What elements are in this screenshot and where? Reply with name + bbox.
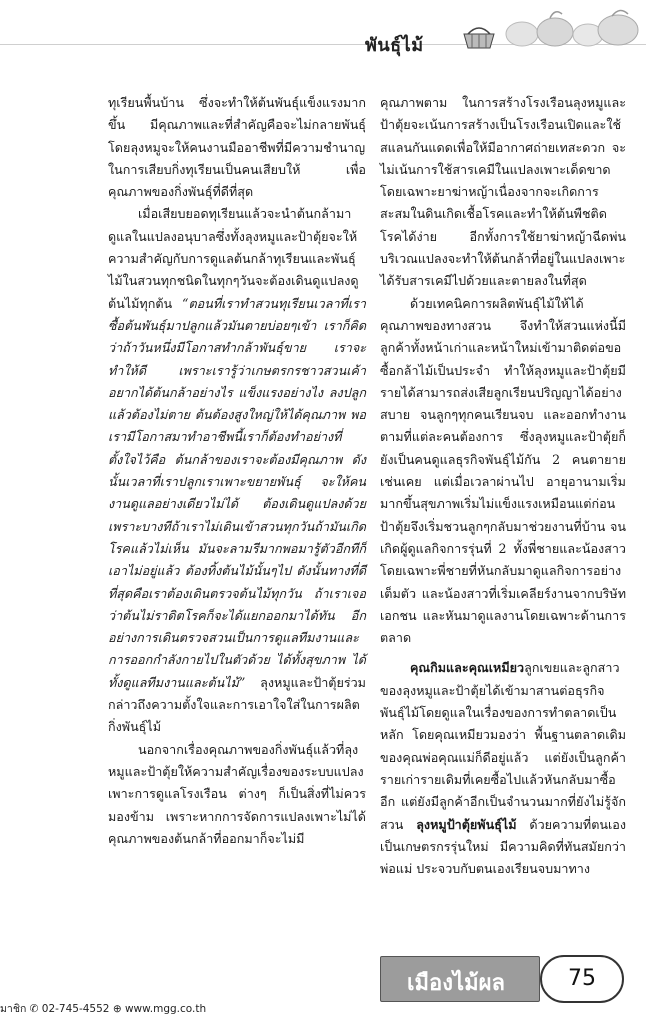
paragraph: ด้วยเทคนิคการผลิตพันธุ์ไม้ให้ได้คุณภาพของทางสวน จึงทำให้สวนแห่งนี้มีลูกค้าทั้งหน้าเก่าและหน้าใหม่เข้ามาติดต่อขอซื้อกล้าไม้เป็นประจำ ทำให้ลุงหมูและป้าตุ้ยมีรายได้สามารถส่งเสียลูกเรียนปริญญาได้อย่างสบาย จนลูกๆทุกคนเรียนจบ และออกทำงานตามที่แต่ละคนต้องการ ซึ่งลุงหมูและป้าตุ้ยก็ยังเป็นคนดูแลธุรกิจพันธุ์ไม้กัน 2 คนตายาย เช่นเคย แต่เมื่อเวลาผ่านไป อายุอานามเริ่มมากขึ้นสุขภาพเริ่มไม่แข็งแรงเหมือนแต่ก่อน ป้าตุ้ยจึงเริ่มชวนลูกๆกลับมาช่วยงานที่บ้าน จนเกิดผู้ดูแลกิจการรุ่นที่ 2 ทั้งพี่ชายและน้องสาวโดยเฉพาะพี่ชายที่หันกลับมาดูแลกิจการอย่างเต็มตัว และน้องสาวที่เริ่มเคลียร์งานจากบริษัทเอกชน และหันมาดูแลงานโดยเฉพาะด้านการตลาด [380,295,626,646]
basket-icon [462,26,496,50]
magazine-name: เมืองไม้ผล [407,971,505,996]
contact-line: มาชิก ✆ 02-745-4552 ⊕ www.mgg.co.th [0,1003,207,1015]
lead-text: คุณกิมและคุณเหมียว [410,660,525,676]
quote-text: “ตอนที่เราทำสวนทุเรียนเวลาที่เราซื้อต้นพันธุ์มาปลูกแล้วมันตายบ่อยๆเข้า เราก็คิดว่าถ้าวันหนึ่งมีโอกาสทำกล้าพันธุ์ขาย เราจะทำให้ดี เพราะเรารู้ว่าเกษตรกรชาวสวนเค้าอยากได้ต้นกล้าอย่างไร แข็งแรงอย่างไง ลงปลูกแล้วต้องไม่ตาย ต้นต้องสูงใหญ่ให้ได้คุณภาพ พอเรามีโอกาสมาทำอาชีพนี้เราก็ต้องทำอย่างที่ตั้งใจไว้คือ ต้นกล้าของเราจะต้องมีคุณภาพ ดังนั้นเวลาที่เราปลูกเราเพาะขยายพันธุ์ จะให้คนงานดูแลอย่างเดียวไม่ได้ ต้องเดินดูแปลงด้วยเพราะบางทีถ้าเราไม่เดินเข้าสวนทุกวันถ้ามันเกิดโรคแล้วไม่เห็น มันจะลามรีมากพอมารู้ตัวอีกทีก็เอาไม่อยู่แล้ว ต้องทิ้งต้นไม้นั้นๆไป ดังนั้นทางที่ดีที่สุดคือเราต้องเดินตรวจต้นไม้ทุกวัน ถ้าเราเจอว่าต้นไม่ราดิตโรคก็จะได้แยกออกมาได้ทัน อีกอย่างการเดินตรวจสวนเป็นการดูแลทีมงานและการออกกำลังกายไปในตัวด้วย ได้ทั้งสุขภาพ ได้ทั้งดูแลทีมงานและต้นไม้” [108,295,366,690]
right-column [380,92,626,880]
left-column [108,92,366,850]
paragraph: นอกจากเรื่องคุณภาพของกิ่งพันธุ์แล้วที่ลุงหมูและป้าตุ้ยให้ความสำคัญเรื่องของระบบแปลงเพาะการดูแลโรงเรือน ต่างๆ ก็เป็นสิ่งที่ไม่ควรมองข้าม เพราะหากการจัดการแปลงเพาะไม่ได้คุณภาพของต้นกล้าที่ออกมาก็จะไม่มี [108,741,366,846]
magazine-name-box [380,956,540,1002]
paragraph [108,203,366,738]
section-title: พันธุ์ไม้ [365,35,424,56]
paragraph: ทุเรียนพื้นบ้าน ซึ่งจะทำให้ต้นพันธุ์แข็งแรงมากขึ้น มีคุณภาพและที่สำคัญคือจะไม่กลายพันธุ์ โดยลุงหมูจะให้คนงานมืออาชีพที่มีความชำนาญในการเสียบกิ่งทุเรียนเป็นคนเสียบให้ เพื่อคุณภาพของกิ่งพันธุ์ที่ดีที่สุด [108,95,366,200]
page-number: 75 [540,955,624,1003]
farm-name: ลุงหมูป้าตุ้ยพันธุ์ไม้ [416,816,517,832]
paragraph-text: เมื่อเสียบยอดทุเรียนแล้วจะนำต้นกล้ามาดูแลในแปลงอนุบาลซึ่งทั้งลุงหมูและป้าตุ้ยจะให้ความสำคัญกับการดูแลต้นกล้าทุเรียนและพันธุ์ไม้ในสวนทุกชนิดในทุกๆวันจะต้องเดินดูแปลงดูต้นไม้ทุกต้น [108,206,359,311]
fruit-illustration [500,8,646,48]
paragraph [380,657,626,880]
paragraph: คุณภาพตาม ในการสร้างโรงเรือนลุงหมูและป้าตุ้ยจะเน้นการสร้างเป็นโรงเรือนเปิดและใช้สแลนกันแดดเพื่อให้มีอากาศถ่ายเทสะดวก จะไม่เน้นการใช้สารเคมีในแปลงเพาะเด็ดขาด โดยเฉพาะยาฆ่าหญ้าเนื่องจากจะเกิดการสะสมในดินเกิดเชื้อโรคและทำให้ต้นพืชติดโรคได้ง่าย อีกทั้งการใช้ยาฆ่าหญ้าฉีดพ่นบริเวณแปลงจะทำให้ต้นกล้าที่อยู่ในแปลงเพาะได้รับสารเคมีไปด้วยและตายลงในที่สุด [380,95,626,289]
paragraph-text: ลุงหมูและป้าตุ้ยร่วมกล่าวถึงความตั้งใจและการเอาใจใส่ในการผลิตกิ่งพันธุ์ไม้ [108,674,366,735]
paragraph-text: ด้วยความที่ตนเองเป็นเกษตรกรรุ่นใหม่ มีความคิดที่ทันสมัยกว่าพ่อแม่ ประจวบกับตนเองเรียนจบมาทาง [380,816,626,877]
paragraph-text: ลูกเขยและลูกสาวของลุงหมูและป้าตุ้ยได้เข้ามาสานต่อธุรกิจพันธุ์ไม้โดยดูแลในเรื่องของการทำตลาดเป็นหลัก โดยคุณเหมียวมองว่า พื้นฐานตลาดเดิมของคุณพ่อคุณแม่ก็ดีอยู่แล้ว แต่ยังเป็นลูกค้ารายเก่ารายเดิมที่เคยซื้อไปแล้วหันกลับมาซื้ออีก แต่ยังมีลูกค้าอีกเป็นจำนวนมากที่ยังไม่รู้จักสวน [380,660,626,832]
